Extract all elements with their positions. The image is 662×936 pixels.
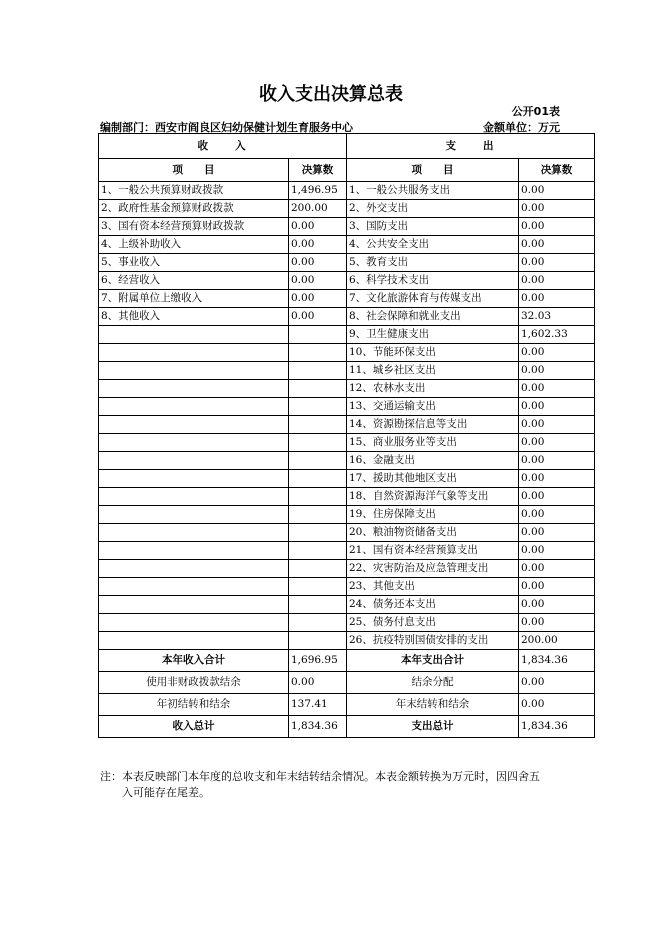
- income-amount: 1,496.95: [289, 182, 347, 200]
- income-amount: [289, 542, 347, 560]
- summary-income-label: 收入总计: [99, 716, 289, 738]
- income-item: [99, 344, 289, 362]
- income-item: 2、政府性基金预算财政拨款: [99, 200, 289, 218]
- income-amount: [289, 578, 347, 596]
- expense-amount: 0.00: [519, 218, 595, 236]
- expense-amount: 0.00: [519, 344, 595, 362]
- expense-amount: 0.00: [519, 452, 595, 470]
- expense-amount: 0.00: [519, 290, 595, 308]
- expense-amount: 0.00: [519, 488, 595, 506]
- table-row: [99, 524, 595, 542]
- income-item: [99, 416, 289, 434]
- expense-item: 4、公共安全支出: [347, 236, 519, 254]
- summary-expense-amount: 0.00: [519, 694, 595, 716]
- income-amount: [289, 470, 347, 488]
- income-section-header: 收 入: [99, 134, 347, 159]
- compiling-department: 编制部门：西安市阎良区妇幼保健计划生育服务中心: [100, 121, 353, 134]
- expense-amount: 32.03: [519, 308, 595, 326]
- expense-item: 14、资源勘探信息等支出: [347, 416, 519, 434]
- summary-expense-label: 支出总计: [347, 716, 519, 738]
- summary-income-label: 本年收入合计: [99, 650, 289, 672]
- expense-amount: 0.00: [519, 614, 595, 632]
- income-item: 1、一般公共预算财政拨款: [99, 182, 289, 200]
- table-row: [99, 200, 595, 218]
- income-item: [99, 578, 289, 596]
- income-item: 7、附属单位上缴收入: [99, 290, 289, 308]
- income-item: [99, 452, 289, 470]
- expense-item: 1、一般公共服务支出: [347, 182, 519, 200]
- summary-income-amount: 1,696.95: [289, 650, 347, 672]
- table-row: [99, 560, 595, 578]
- income-amount: [289, 506, 347, 524]
- expense-item: 23、其他支出: [347, 578, 519, 596]
- expense-item: 2、外交支出: [347, 200, 519, 218]
- page-title: 收入支出决算总表: [259, 84, 403, 105]
- expense-amount: 0.00: [519, 524, 595, 542]
- expense-amount: 0.00: [519, 434, 595, 452]
- income-amount: [289, 614, 347, 632]
- income-item: [99, 560, 289, 578]
- expense-section-header: 支 出: [347, 134, 595, 159]
- expense-amount: 1,602.33: [519, 326, 595, 344]
- expense-amount: 0.00: [519, 236, 595, 254]
- income-amount: 0.00: [289, 218, 347, 236]
- expense-amount: 0.00: [519, 362, 595, 380]
- income-amount: 0.00: [289, 290, 347, 308]
- expense-amount: 0.00: [519, 380, 595, 398]
- income-amount: 0.00: [289, 272, 347, 290]
- expense-amount: 200.00: [519, 632, 595, 650]
- income-item: 3、国有资本经营预算财政拨款: [99, 218, 289, 236]
- table-row: [99, 218, 595, 236]
- table-row: [99, 308, 595, 326]
- income-item: 6、经营收入: [99, 272, 289, 290]
- table-row: [99, 596, 595, 614]
- expense-amount: 0.00: [519, 398, 595, 416]
- expense-item: 26、抗疫特别国债安排的支出: [347, 632, 519, 650]
- expense-item: 20、粮油物资储备支出: [347, 524, 519, 542]
- income-amount: [289, 596, 347, 614]
- budget-summary-table: [98, 133, 595, 738]
- income-amount: [289, 326, 347, 344]
- expense-item: 17、援助其他地区支出: [347, 470, 519, 488]
- expense-amount: 0.00: [519, 200, 595, 218]
- table-row: [99, 326, 595, 344]
- income-item-header: 项 目: [99, 159, 289, 182]
- expense-item: 12、农林水支出: [347, 380, 519, 398]
- summary-row: [99, 716, 595, 738]
- expense-amount: 0.00: [519, 470, 595, 488]
- summary-expense-amount: 0.00: [519, 672, 595, 694]
- table-row: [99, 182, 595, 200]
- table-row: [99, 434, 595, 452]
- expense-item: 3、国防支出: [347, 218, 519, 236]
- income-amount-header: 决算数: [289, 159, 347, 182]
- expense-item: 18、自然资源海洋气象等支出: [347, 488, 519, 506]
- table-row: [99, 542, 595, 560]
- income-item: 8、其他收入: [99, 308, 289, 326]
- summary-row: [99, 650, 595, 672]
- income-amount: [289, 380, 347, 398]
- form-number: 公开01表: [511, 105, 560, 118]
- table-row: [99, 506, 595, 524]
- summary-expense-label: 结余分配: [347, 672, 519, 694]
- table-row: [99, 344, 595, 362]
- income-amount: [289, 524, 347, 542]
- expense-item: 10、节能环保支出: [347, 344, 519, 362]
- expense-amount: 0.00: [519, 182, 595, 200]
- footnote-line-1: 注：本表反映部门本年度的总收支和年末结转结余情况。本表金额转换为万元时，因四舍五: [100, 770, 540, 783]
- amount-unit: 金额单位：万元: [483, 121, 560, 134]
- summary-row: [99, 694, 595, 716]
- footnote-line-2: 入可能存在尾差。: [122, 786, 210, 799]
- income-amount: 0.00: [289, 254, 347, 272]
- income-amount: [289, 632, 347, 650]
- summary-income-amount: 0.00: [289, 672, 347, 694]
- summary-income-label: 使用非财政拨款结余: [99, 672, 289, 694]
- income-amount: 0.00: [289, 308, 347, 326]
- table-row: [99, 398, 595, 416]
- expense-amount: 0.00: [519, 578, 595, 596]
- income-item: [99, 362, 289, 380]
- expense-item: 11、城乡社区支出: [347, 362, 519, 380]
- table-row: [99, 470, 595, 488]
- table-row: [99, 452, 595, 470]
- income-amount: [289, 434, 347, 452]
- expense-amount-header: 决算数: [519, 159, 595, 182]
- income-item: [99, 326, 289, 344]
- expense-item: 5、教育支出: [347, 254, 519, 272]
- income-amount: [289, 344, 347, 362]
- income-amount: [289, 398, 347, 416]
- table-row: [99, 632, 595, 650]
- expense-item: 16、金融支出: [347, 452, 519, 470]
- income-item: 5、事业收入: [99, 254, 289, 272]
- table-row: [99, 416, 595, 434]
- table-row: [99, 578, 595, 596]
- table-row: [99, 236, 595, 254]
- expense-amount: 0.00: [519, 506, 595, 524]
- expense-amount: 0.00: [519, 596, 595, 614]
- expense-item: 9、卫生健康支出: [347, 326, 519, 344]
- footnote: [100, 769, 570, 801]
- income-amount: [289, 362, 347, 380]
- income-item: [99, 434, 289, 452]
- expense-item: 6、科学技术支出: [347, 272, 519, 290]
- income-amount: [289, 560, 347, 578]
- summary-income-amount: 137.41: [289, 694, 347, 716]
- expense-amount: 0.00: [519, 272, 595, 290]
- expense-amount: 0.00: [519, 254, 595, 272]
- income-amount: 200.00: [289, 200, 347, 218]
- summary-income-label: 年初结转和结余: [99, 694, 289, 716]
- expense-item: 19、住房保障支出: [347, 506, 519, 524]
- expense-item: 25、债务付息支出: [347, 614, 519, 632]
- table-row: [99, 380, 595, 398]
- expense-item: 7、文化旅游体育与传媒支出: [347, 290, 519, 308]
- income-item: [99, 488, 289, 506]
- income-amount: 0.00: [289, 236, 347, 254]
- expense-amount: 0.00: [519, 542, 595, 560]
- expense-item: 21、国有资本经营预算支出: [347, 542, 519, 560]
- summary-expense-amount: 1,834.36: [519, 716, 595, 738]
- income-item: [99, 632, 289, 650]
- expense-item: 15、商业服务业等支出: [347, 434, 519, 452]
- table-row: [99, 488, 595, 506]
- summary-expense-label: 本年支出合计: [347, 650, 519, 672]
- expense-item: 22、灾害防治及应急管理支出: [347, 560, 519, 578]
- expense-item-header: 项 目: [347, 159, 519, 182]
- income-item: [99, 398, 289, 416]
- income-amount: [289, 416, 347, 434]
- income-item: [99, 506, 289, 524]
- table-row: [99, 614, 595, 632]
- table-row: [99, 362, 595, 380]
- summary-income-amount: 1,834.36: [289, 716, 347, 738]
- income-item: 4、上级补助收入: [99, 236, 289, 254]
- summary-row: [99, 672, 595, 694]
- expense-amount: 0.00: [519, 560, 595, 578]
- income-amount: [289, 452, 347, 470]
- summary-expense-amount: 1,834.36: [519, 650, 595, 672]
- summary-expense-label: 年末结转和结余: [347, 694, 519, 716]
- table-row: [99, 290, 595, 308]
- section-header-row: [99, 134, 595, 159]
- income-item: [99, 542, 289, 560]
- income-item: [99, 596, 289, 614]
- expense-item: 24、债务还本支出: [347, 596, 519, 614]
- expense-amount: 0.00: [519, 416, 595, 434]
- table-row: [99, 272, 595, 290]
- expense-item: 13、交通运输支出: [347, 398, 519, 416]
- income-item: [99, 524, 289, 542]
- table-row: [99, 254, 595, 272]
- income-item: [99, 470, 289, 488]
- expense-item: 8、社会保障和就业支出: [347, 308, 519, 326]
- income-amount: [289, 488, 347, 506]
- income-item: [99, 380, 289, 398]
- income-item: [99, 614, 289, 632]
- column-header-row: [99, 159, 595, 182]
